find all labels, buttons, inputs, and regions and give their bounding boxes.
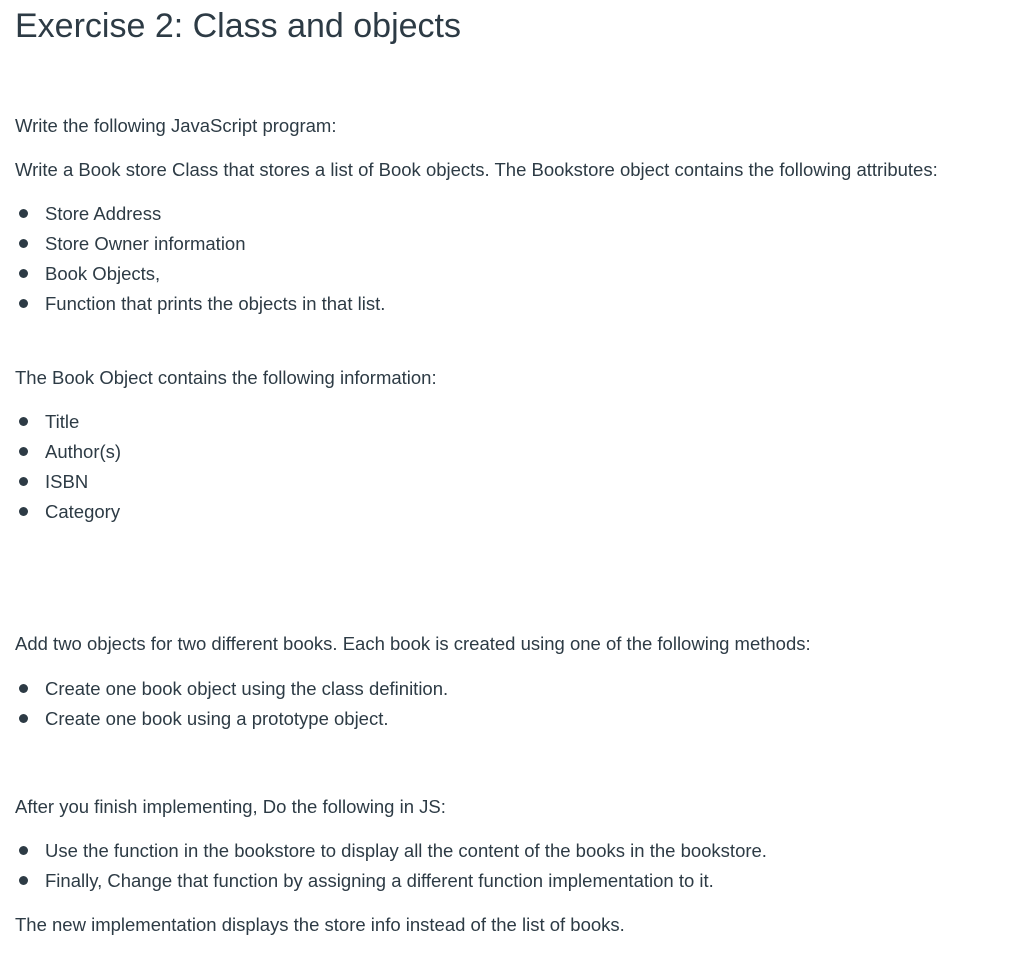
list-item xyxy=(15,497,121,527)
list-item xyxy=(15,407,121,437)
bullet-icon xyxy=(19,447,28,456)
list-item xyxy=(15,437,121,467)
list-item-text: Book Objects, xyxy=(45,263,161,284)
list-item xyxy=(15,259,385,289)
list-item-text: Title xyxy=(45,411,80,432)
book-attributes-list xyxy=(15,407,121,527)
list-item xyxy=(15,289,385,319)
list-item xyxy=(15,199,385,229)
bullet-icon xyxy=(19,209,28,218)
bullet-icon xyxy=(19,299,28,308)
list-item-text: Author(s) xyxy=(45,441,122,462)
bullet-icon xyxy=(19,239,28,248)
list-item-text: Store Owner information xyxy=(45,233,246,254)
list-item xyxy=(15,674,448,704)
list-item-text: Store Address xyxy=(45,203,162,224)
list-item-text: Finally, Change that function by assigning a different function implementation to it. xyxy=(45,870,714,891)
book-description: The Book Object contains the following information: xyxy=(15,367,437,388)
creation-methods-list xyxy=(15,674,448,734)
after-steps-list xyxy=(15,836,767,896)
list-item xyxy=(15,836,767,866)
after-description: After you finish implementing, Do the following in JS: xyxy=(15,796,446,817)
add-books-description: Add two objects for two different books. Each book is created using one of the following methods: xyxy=(15,633,811,654)
list-item-text: Create one book using a prototype object. xyxy=(45,708,389,729)
closing-paragraph: The new implementation displays the store info instead of the list of books. xyxy=(15,914,625,935)
list-item-text: Create one book object using the class definition. xyxy=(45,678,449,699)
bullet-icon xyxy=(19,876,28,885)
list-item-text: ISBN xyxy=(45,471,89,492)
bullet-icon xyxy=(19,507,28,516)
bullet-icon xyxy=(19,846,28,855)
bookstore-description: Write a Book store Class that stores a list of Book objects. The Bookstore object contains the following attributes: xyxy=(15,159,938,180)
list-item-text: Function that prints the objects in that list. xyxy=(45,293,386,314)
list-item xyxy=(15,229,385,259)
list-item xyxy=(15,704,448,734)
bullet-icon xyxy=(19,684,28,693)
list-item-text: Category xyxy=(45,501,121,522)
bullet-icon xyxy=(19,269,28,278)
bullet-icon xyxy=(19,417,28,426)
intro-paragraph: Write the following JavaScript program: xyxy=(15,115,337,136)
list-item-text: Use the function in the bookstore to display all the content of the books in the bookstore. xyxy=(45,840,767,861)
list-item xyxy=(15,866,767,896)
list-item xyxy=(15,467,121,497)
bullet-icon xyxy=(19,714,28,723)
page-title: Exercise 2: Class and objects xyxy=(15,7,461,45)
bullet-icon xyxy=(19,477,28,486)
bookstore-attributes-list xyxy=(15,199,385,319)
